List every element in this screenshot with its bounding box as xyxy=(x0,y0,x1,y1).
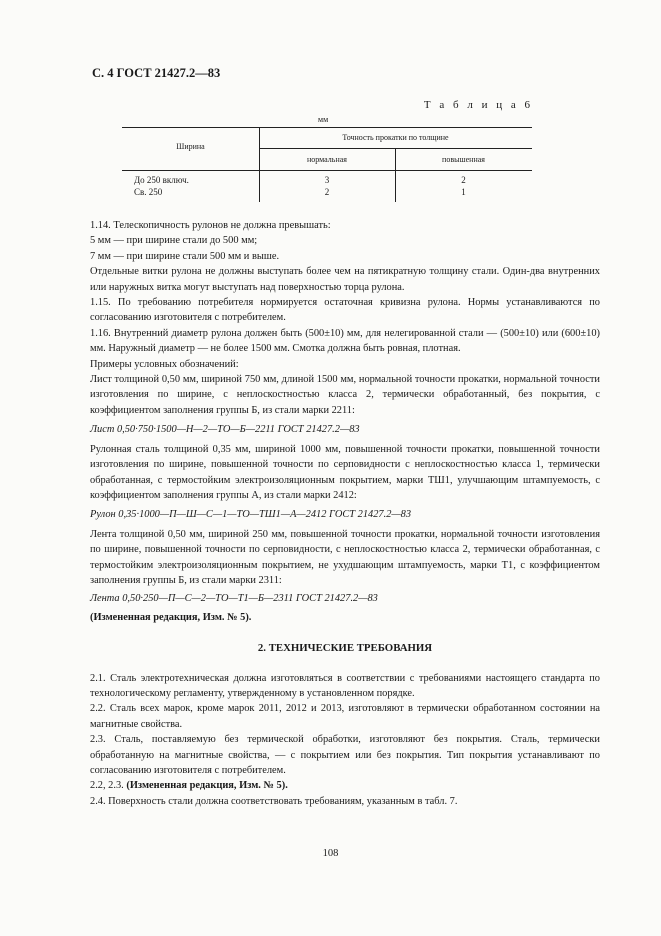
paragraph-1-14-b: 7 мм — при ширине стали 500 мм и выше. xyxy=(90,250,280,262)
table-cell-normal: 3 xyxy=(324,175,330,185)
table-cell-increased: 1 xyxy=(461,187,466,197)
table-cell-width: Св. 250 xyxy=(134,187,163,197)
table-top-rule xyxy=(122,127,532,128)
paragraph-1-14-a: 5 мм — при ширине стали до 500 мм; xyxy=(90,235,258,247)
table-header-increased: повышенная xyxy=(442,155,485,164)
example-2-code: Рулон 0,35·1000—П—Ш—С—1—ТО—ТШ1—А—2412 ГОСТ 21427.2—83 xyxy=(90,509,412,521)
page-number: 108 xyxy=(322,848,339,859)
page-header: С. 4 ГОСТ 21427.2—83 xyxy=(92,66,221,80)
body-text xyxy=(90,218,600,809)
paragraph-2-4: 2.4. Поверхность стали должна соответствовать требованиям, указанным в табл. 7. xyxy=(90,795,458,807)
table-unit: мм xyxy=(318,115,329,124)
section-2-title: 2. ТЕХНИЧЕСКИЕ ТРЕБОВАНИЯ xyxy=(257,642,433,655)
paragraph-1-16: 1.16. Внутренний диаметр рулона должен быть (500±10) мм, для нелегированной стали — (500±10) или (600±10) мм. Наружный диаметр — не более 1500 мм. Смотка должна быть ровная, плотная. xyxy=(90,327,600,355)
example-1-code: Лист 0,50·750·1500—Н—2—ТО—Б—2211 ГОСТ 21427.2—83 xyxy=(90,424,360,436)
edit-ref: 2.2, 2.3. xyxy=(90,780,124,792)
table-cell-normal: 2 xyxy=(324,187,330,197)
table-header-width: Ширина xyxy=(176,142,205,151)
edit-note-1: (Измененная редакция, Изм. № 5). xyxy=(90,611,252,623)
table-header-accuracy: Точность прокатки по толщине xyxy=(342,133,449,142)
table-header-normal: нормальная xyxy=(307,155,347,164)
example-2-text: Рулонная сталь толщиной 0,35 мм, шириной 1000 мм, повышенной точности прокатки, повышенной точности изготовления по ширине, повышенной точности по серповидности с неплоскостностью класса 1, термически обработанная, с термостойким электроизоляционным покрытием, марки ТШ1, улучшающим штампуемость, с коэффициентом заполнения группы А, из стали марки 2412: xyxy=(90,443,600,501)
paragraph-2-1: 2.1. Сталь электротехническая должна изготовляться в соответствии с требованиями настоящего стандарта по технологическому регламенту, утвержденному в установленном порядке. xyxy=(90,672,600,699)
example-3-text: Лента толщиной 0,50 мм, шириной 250 мм, повышенной точности прокатки, нормальной точности изготовления по ширине, повышенной точности по серповидности, с неплоскостностью класса 2, термически обработанная, с термостойким электроизоляционным покрытием, не ухудшающим штампуемость, марки Т1, с коэффициентом заполнения группы Б, из стали марки 2311: xyxy=(90,528,600,586)
paragraph-1-15: 1.15. По требованию потребителя нормируется остаточная кривизна рулона. Нормы устанавливаются по согласованию изготовителя с потребителем. xyxy=(90,297,600,324)
table-caption: Т а б л и ц а 6 xyxy=(423,99,533,111)
paragraph-2-2: 2.2. Сталь всех марок, кроме марок 2011, 2012 и 2013, изготовляют в термически обработанном состоянии на магнитные свойства. xyxy=(90,703,600,730)
example-3-code: Лента 0,50·250—П—С—2—ТО—Т1—Б—2311 ГОСТ 21427.2—83 xyxy=(90,593,378,605)
paragraph-1-14-c: Отдельные витки рулона не должны выступать более чем на пятикратную толщину стали. Один-два внутренних или наружных витка могут выступать над поверхностью торца рулона. xyxy=(90,266,600,293)
paragraph-2-2-2-3-edit xyxy=(90,778,600,793)
paragraph-1-14: 1.14. Телескопичность рулонов не должна превышать: xyxy=(90,220,331,231)
edit-note-2: (Измененная редакция, Изм. № 5). xyxy=(126,780,288,792)
table-cell-width: До 250 включ. xyxy=(134,175,189,185)
table-header-rule xyxy=(122,170,532,171)
example-1-text: Лист толщиной 0,50 мм, шириной 750 мм, длиной 1500 мм, нормальной точности прокатки, нормальной точности изготовления по ширине, с неплоскостностью класса 2, термически обработанный, без покрытия, с коэффициентом заполнения группы Б, из стали марки 2211: xyxy=(90,374,600,416)
paragraph-2-3: 2.3. Сталь, поставляемую без термической обработки, изготовляют без покрытия. Сталь, термически обработанную на магнитные свойства, — с покрытием или без покрытия. Тип покрытия устанавливают по согласованию изготовителя с потребителем. xyxy=(90,734,600,776)
examples-title: Примеры условных обозначений: xyxy=(90,358,239,370)
table-cell-increased: 2 xyxy=(461,175,466,185)
